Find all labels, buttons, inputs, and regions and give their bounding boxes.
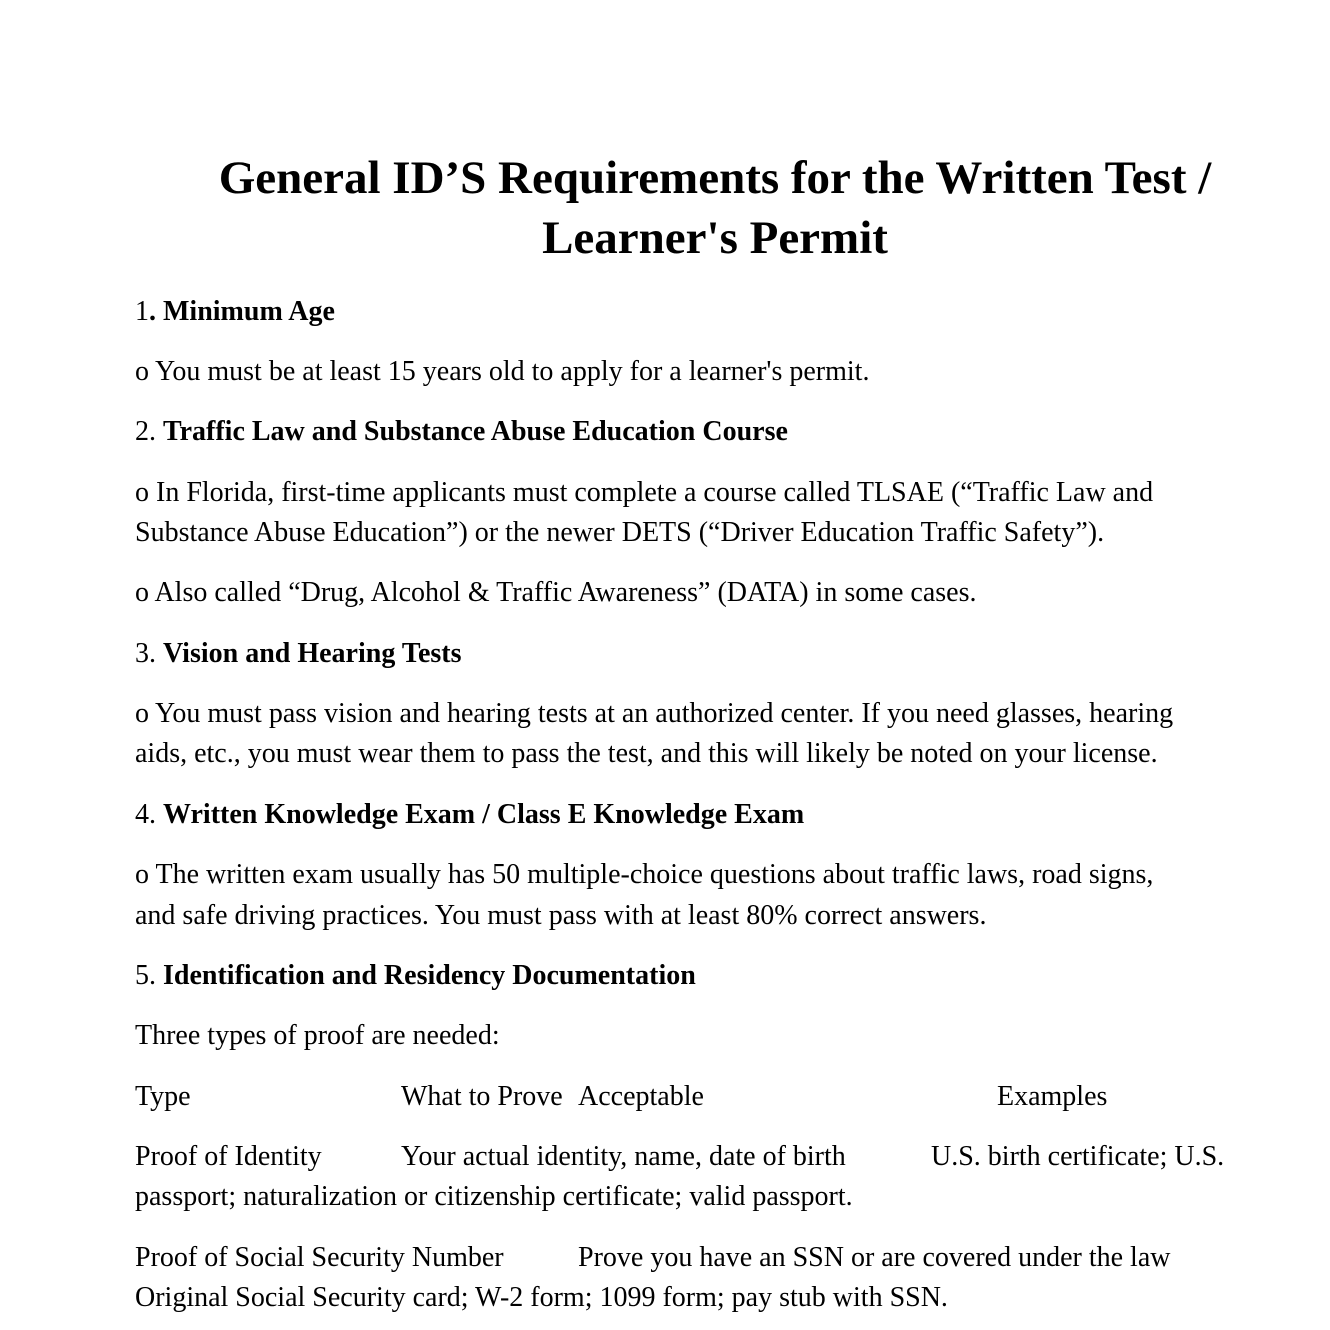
table-cell-type: Proof of Identity (135, 1141, 322, 1172)
table-cell-examples-start: U.S. birth certificate; U.S. (931, 1141, 1225, 1172)
section-title: Minimum Age (163, 296, 335, 327)
section-1-heading (135, 292, 335, 332)
table-header-type: Type (135, 1081, 191, 1112)
table-header-what: What to Prove (401, 1081, 563, 1112)
table-cell-what: Your actual identity, name, date of birth (401, 1141, 846, 1172)
section-number: 3. (135, 638, 163, 669)
section-title: Written Knowledge Exam / Class E Knowledge Exam (163, 799, 805, 830)
section-2-bullet-1-line-2: Substance Abuse Education”) or the newer DETS (“Driver Education Traffic Safety”). (135, 517, 1105, 548)
section-2-heading (135, 412, 788, 452)
section-title: Traffic Law and Substance Abuse Education Course (163, 416, 788, 447)
table-cell-examples-rest: Original Social Security card; W-2 form; 1099 form; pay stub with SSN. (135, 1282, 948, 1313)
page-title-line-2: Learner's Permit (542, 212, 888, 264)
section-5-intro: Three types of proof are needed: (135, 1020, 500, 1051)
section-number: 2. (135, 416, 163, 447)
page-title (100, 148, 1330, 268)
table-cell-type: Proof of Social Security Number (135, 1242, 504, 1273)
section-separator: . (149, 296, 163, 327)
section-5-heading (135, 956, 696, 996)
table-header-acceptable: Acceptable (578, 1081, 704, 1112)
section-4-heading (135, 795, 804, 835)
section-3-heading (135, 634, 461, 674)
section-number: 4. (135, 799, 163, 830)
section-2-bullet-1-line-1: o In Florida, first-time applicants must complete a course called TLSAE (“Traffic Law and (135, 477, 1154, 508)
section-3-bullet-1-line-1: o You must pass vision and hearing tests at an authorized center. If you need glasses, hearing (135, 698, 1174, 729)
table-cell-what: Prove you have an SSN or are covered under the law (578, 1242, 1171, 1273)
section-4-bullet-1-line-1: o The written exam usually has 50 multiple-choice questions about traffic laws, road signs, (135, 859, 1154, 890)
section-number: 5. (135, 960, 163, 991)
table-cell-examples-rest: passport; naturalization or citizenship certificate; valid passport. (135, 1181, 853, 1212)
page-title-line-1: General ID’S Requirements for the Written Test / (218, 152, 1212, 204)
section-3-bullet-1-line-2: aids, etc., you must wear them to pass the test, and this will likely be noted on your license. (135, 738, 1158, 769)
section-4-bullet-1-line-2: and safe driving practices. You must pass with at least 80% correct answers. (135, 900, 987, 931)
section-title: Identification and Residency Documentation (163, 960, 696, 991)
table-header-examples: Examples (997, 1081, 1108, 1112)
section-1-bullet-1-line-1: o You must be at least 15 years old to apply for a learner's permit. (135, 356, 870, 387)
section-title: Vision and Hearing Tests (163, 638, 462, 669)
section-number: 1 (135, 296, 149, 327)
section-2-bullet-2-line-1: o Also called “Drug, Alcohol & Traffic Awareness” (DATA) in some cases. (135, 577, 977, 608)
